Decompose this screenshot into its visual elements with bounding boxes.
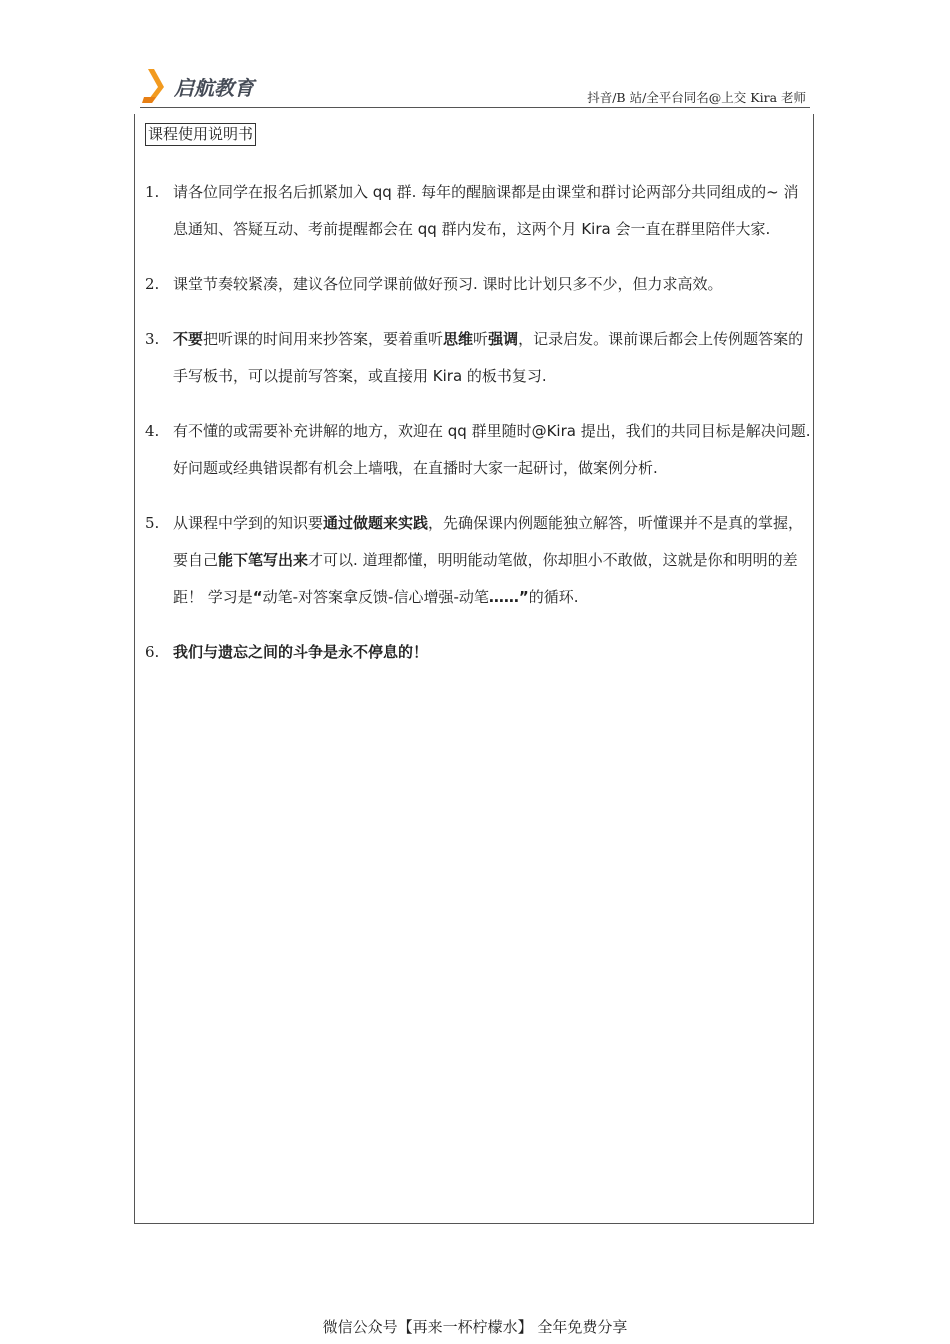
- body-text: ，先确保课内例题能独立解答，听懂课并不是真的掌握，要自己: [173, 514, 804, 569]
- emphasis-text: ……”: [488, 588, 529, 606]
- list-item: [143, 174, 811, 248]
- emphasis-text: 能下笔写出来: [218, 551, 309, 569]
- logo-text: 启航教育: [174, 75, 254, 100]
- page-header: [140, 62, 810, 108]
- body-text: 请各位同学在报名后抓紧加入 qq 群. 每年的醒脑课都是由课堂和群讨论两部分共同组成的~ 消息通知、答疑互动、考前提醒都会在 qq 群内发布，这两个月 Kira 会一直在群里陪伴大家.: [173, 183, 799, 238]
- emphasis-text: 通过做题来实践: [323, 514, 429, 532]
- box-title: 课程使用说明书: [145, 123, 256, 146]
- emphasis-text: 思维: [443, 330, 474, 348]
- list-item-number: 5.: [145, 514, 160, 532]
- body-text: 把听课的时间用来抄答案，要着重听: [203, 330, 444, 348]
- list-item-number: 6.: [145, 643, 160, 661]
- emphasis-text: 不要: [173, 330, 204, 348]
- list-item-number: 3.: [145, 330, 160, 348]
- logo-mark-icon: [142, 67, 172, 105]
- header-divider: [140, 107, 810, 108]
- emphasis-text: 我们与遗忘之间的斗争是永不停息的！: [173, 643, 429, 661]
- document-box: [134, 114, 814, 1224]
- body-text: 听: [473, 330, 489, 348]
- header-tagline: 抖音/B 站/全平台同名@上交 Kira 老师: [587, 90, 806, 105]
- list-item: [143, 413, 811, 487]
- emphasis-text: “: [252, 588, 263, 606]
- body-text: 的循环.: [528, 588, 579, 606]
- list-item-number: 4.: [145, 422, 160, 440]
- list-item: [143, 266, 811, 303]
- body-text: 动笔-对答案拿反馈-信心增强-动笔: [262, 588, 489, 606]
- emphasis-text: 强调: [488, 330, 519, 348]
- body-text: 从课程中学到的知识要: [173, 514, 324, 532]
- list-item: [143, 321, 811, 395]
- brand-logo: [142, 66, 254, 106]
- body-text: 才可以. 道理都懂，明明能动笔做，你却胆小不敢做，这就是你和明明的差距！ 学习是: [173, 551, 798, 606]
- list-item-number: 1.: [145, 183, 160, 201]
- list-item: [143, 634, 811, 671]
- body-text: ，记录启发。课前课后都会上传例题答案的手写板书，可以提前写答案，或直接用 Kira 的板书复习.: [173, 330, 804, 385]
- list-item-number: 2.: [145, 275, 160, 293]
- body-text: 课堂节奏较紧凑，建议各位同学课前做好预习. 课时比计划只多不少，但力求高效。: [173, 275, 723, 293]
- body-text: 有不懂的或需要补充讲解的地方，欢迎在 qq 群里随时@Kira 提出，我们的共同目标是解决问题. 好问题或经典错误都有机会上墙哦，在直播时大家一起研讨，做案例分析.: [173, 422, 811, 477]
- instruction-list: [143, 174, 811, 689]
- list-item: [143, 505, 811, 616]
- page-footer: 微信公众号【再来一杯柠檬水】 全年免费分享: [322, 1318, 628, 1336]
